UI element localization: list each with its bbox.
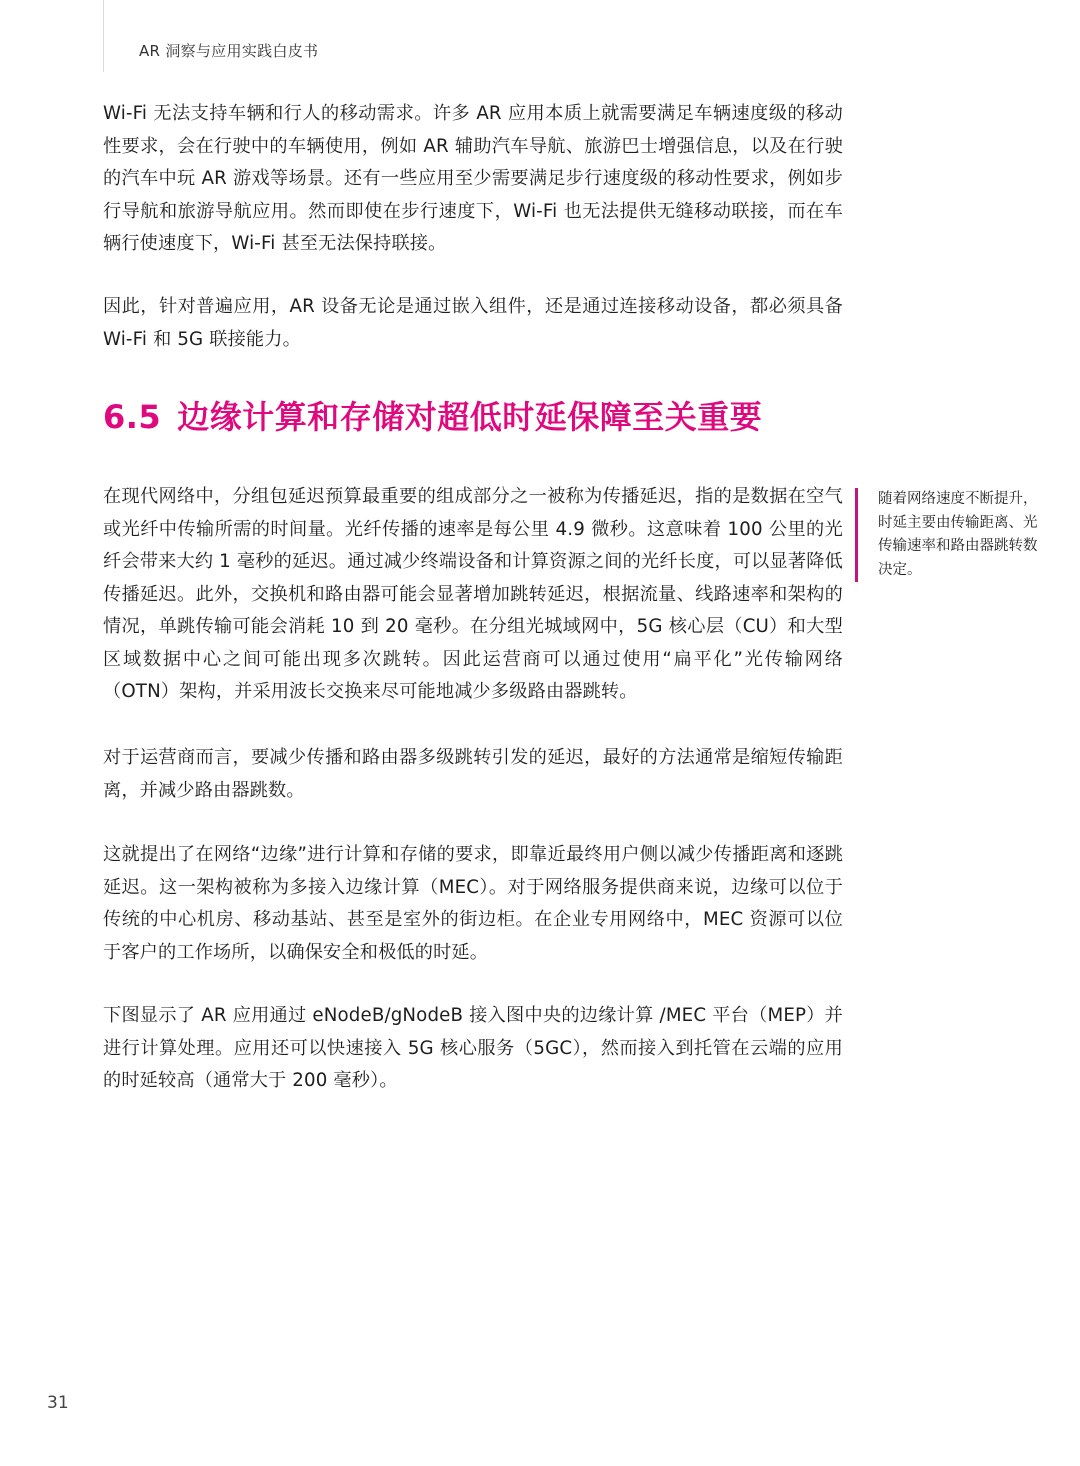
intro-paragraph-1-block: [103, 98, 843, 261]
sidenote-callout: [855, 488, 1038, 582]
section-number: 6.5: [103, 398, 162, 436]
intro-paragraph-2-block: [103, 291, 843, 356]
section-title: 边缘计算和存储对超低时延保障至关重要: [177, 398, 763, 436]
body-paragraph: 在现代网络中，分组包延迟预算最重要的组成部分之一被称为传播延迟，指的是数据在空气或光纤中传输所需的时间量。光纤传播的速率是每公里 4.9 微秒。这意味着 100 公里的光纤会带来大约 1 毫秒的延迟。通过减少终端设备和计算资源之间的光纤长度，可以显著降低传播延迟。此外，交换机和路由器可能会显著增加跳转延迟，根据流量、线路速率和架构的情况，单跳传输可能会消耗 10 到 20 毫秒。在分组光城域网中，5G 核心层（CU）和大型区域数据中心之间可能出现多次跳转。因此运营商可以通过使用“扁平化”光传输网络（OTN）架构，并采用波长交换来尽可能地减少多级路由器跳转。: [103, 486, 843, 702]
section-paragraph-3-block: [103, 839, 843, 969]
body-paragraph: 因此，针对普遍应用，AR 设备无论是通过嵌入组件，还是通过连接移动设备，都必须具备 Wi-Fi 和 5G 联接能力。: [103, 296, 843, 350]
document-title: AR 洞察与应用实践白皮书: [139, 42, 319, 60]
body-paragraph: Wi-Fi 无法支持车辆和行人的移动需求。许多 AR 应用本质上就需要满足车辆速度级的移动性要求，会在行驶中的车辆使用，例如 AR 辅助汽车导航、旅游巴士增强信息，以及在行驶的汽车中玩 AR 游戏等场景。还有一些应用至少需要满足步行速度级的移动性要求，例如步行导航和旅游导航应用。然而即使在步行速度下，Wi-Fi 也无法提供无缝移动联接，而在车辆行使速度下，Wi-Fi 甚至无法保持联接。: [103, 103, 843, 254]
sidenote-text: 随着网络速度不断提升，时延主要由传输距离、光传输速率和路由器跳转数决定。: [878, 491, 1038, 578]
section-heading: [103, 392, 762, 438]
page-number: 31: [47, 1393, 69, 1413]
body-paragraph: 对于运营商而言，要减少传播和路由器多级跳转引发的延迟，最好的方法通常是缩短传输距离，并减少路由器跳数。: [103, 747, 843, 801]
body-paragraph: 这就提出了在网络“边缘”进行计算和存储的要求，即靠近最终用户侧以减少传播距离和逐跳延迟。这一架构被称为多接入边缘计算（MEC）。对于网络服务提供商来说，边缘可以位于传统的中心机房、移动基站、甚至是室外的街边柜。在企业专用网络中，MEC 资源可以位于客户的工作场所，以确保安全和极低的时延。: [103, 844, 843, 963]
section-paragraph-4-block: [103, 1000, 843, 1098]
section-paragraph-1-block: [103, 481, 843, 709]
section-paragraph-2-block: [103, 742, 843, 807]
body-paragraph: 下图显示了 AR 应用通过 eNodeB/gNodeB 接入图中央的边缘计算 /MEC 平台（MEP）并进行计算处理。应用还可以快速接入 5G 核心服务（5GC），然而接入到托管在云端的应用的时延较高（通常大于 200 毫秒）。: [103, 1005, 843, 1091]
header-divider: [103, 0, 104, 72]
